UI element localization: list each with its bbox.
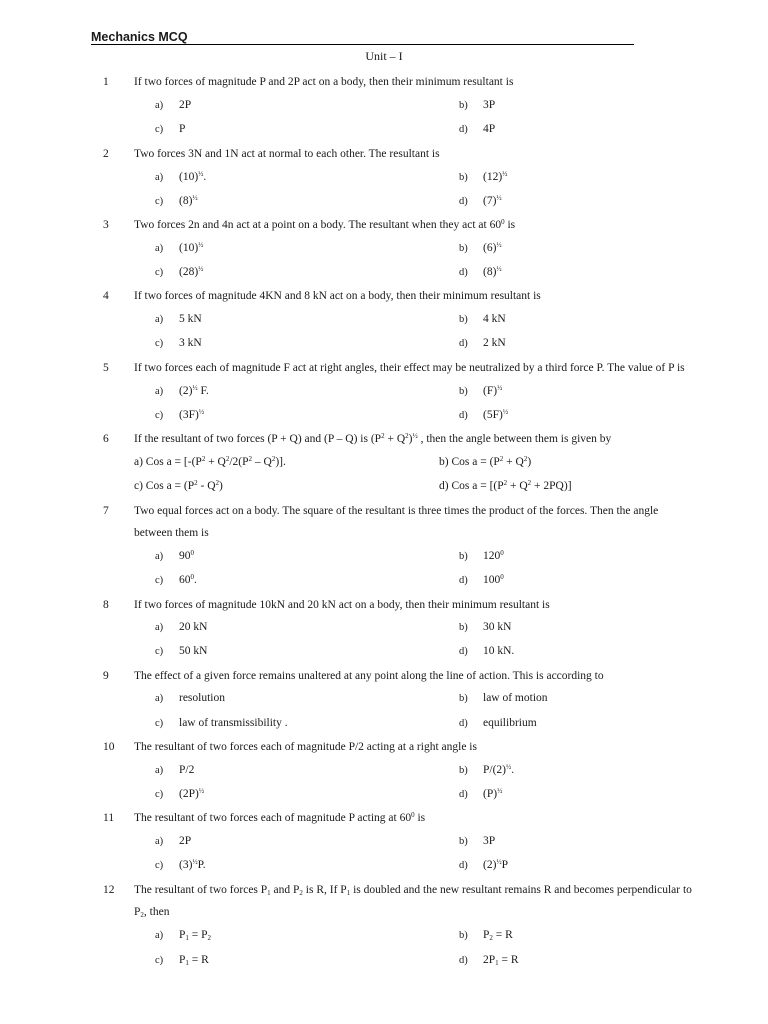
option-b[interactable]: b) $(12)^{\frac{1}{2}}$	[459, 170, 508, 183]
option-c[interactable]: c) Cos $a = (P^2 - Q^2)$	[134, 479, 223, 492]
option-c[interactable]: c) $(2P)^{\frac{1}{2}}$	[155, 787, 205, 800]
option-d[interactable]: d) 4P	[459, 123, 496, 135]
option-d[interactable]: d) equilibrium	[459, 717, 537, 729]
option-a[interactable]: a) 20 kN	[155, 621, 208, 633]
option-a[interactable]: a) 5 kN	[155, 313, 202, 325]
option-c[interactable]: c) $(8)^{\frac{1}{2}}$	[155, 194, 198, 207]
question-number: 12	[103, 884, 115, 896]
option-b[interactable]: b) $P/(2)^{\frac{1}{2}}$.	[459, 763, 515, 776]
option-c[interactable]: c) $(3F)^{\frac{1}{2}}$	[155, 408, 205, 421]
option-a[interactable]: a) $(10)^{\frac{1}{2}}$.	[155, 170, 207, 183]
option-d[interactable]: d) Cos $a = [(P^2 + Q^2 + 2PQ)]$	[439, 479, 572, 492]
question-number: 1	[103, 76, 109, 88]
option-d[interactable]: d) $(2)^{\frac{1}{2}}P$	[459, 858, 509, 871]
question-text-line2: $P_2$, then	[134, 906, 170, 919]
question-number: 11	[103, 812, 115, 824]
question-text: If two forces of magnitude P and 2P act on a body, then their minimum resultant is	[134, 76, 514, 88]
option-c[interactable]: c) 50 kN	[155, 645, 208, 657]
question-number: 5	[103, 362, 109, 374]
option-a[interactable]: a) $(2)^{\frac{1}{2}}$ F.	[155, 384, 209, 397]
question-text: The resultant of two forces each of magnitude P/2 acting at a right angle is	[134, 741, 477, 753]
option-a[interactable]: a) 2P	[155, 835, 192, 847]
question-text: If two forces each of magnitude F act at right angles, their effect may be neutralized by a third force P. The value of P is	[134, 362, 685, 374]
option-b[interactable]: b) 30 kN	[459, 621, 512, 633]
document-title: Mechanics MCQ	[91, 30, 634, 45]
unit-heading: Unit – I	[365, 49, 403, 63]
option-d[interactable]: d) 10 kN.	[459, 645, 515, 657]
option-d[interactable]: d) $2P_1 = R$	[459, 954, 519, 967]
option-c[interactable]: c) $(3)^{\frac{1}{2}}P$.	[155, 858, 206, 871]
option-b[interactable]: b) $(6)^{\frac{1}{2}}$	[459, 241, 502, 254]
option-d[interactable]: d) $(5F)^{\frac{1}{2}}$	[459, 408, 509, 421]
question-text-line2: between them is	[134, 527, 209, 539]
question-number: 4	[103, 290, 109, 302]
option-b[interactable]: b) $P_2 = R$	[459, 929, 513, 942]
option-d[interactable]: d) $100^0$	[459, 573, 504, 586]
question-text: If two forces of magnitude 10kN and 20 kN act on a body, then their minimum resultant is	[134, 599, 550, 611]
option-b[interactable]: b) $120^0$	[459, 549, 504, 562]
question-number: 2	[103, 148, 109, 160]
option-a[interactable]: a) P/2	[155, 764, 195, 776]
option-c[interactable]: c) $60^0$.	[155, 573, 197, 586]
question-text: If two forces of magnitude 4KN and 8 kN act on a body, then their minimum resultant is	[134, 290, 541, 302]
option-b[interactable]: b) Cos $a = (P^2 + Q^2)$	[439, 455, 532, 468]
option-c[interactable]: c) P	[155, 123, 186, 135]
question-number: 7	[103, 505, 109, 517]
question-number: 8	[103, 599, 109, 611]
option-b[interactable]: b) 3P	[459, 835, 496, 847]
question-text: Two forces 2n and 4n act at a point on a body. The resultant when they act at $60^0$ is	[134, 218, 516, 231]
option-c[interactable]: c) law of transmissibility .	[155, 717, 288, 729]
option-d[interactable]: d) $(8)^{\frac{1}{2}}$	[459, 265, 502, 278]
option-a[interactable]: a) resolution	[155, 692, 225, 704]
option-c[interactable]: c) $P_1 = R$	[155, 954, 209, 967]
option-d[interactable]: d) $(7)^{\frac{1}{2}}$	[459, 194, 502, 207]
option-b[interactable]: b) $(F)^{\frac{1}{2}}$	[459, 384, 503, 397]
question-number: 10	[103, 741, 115, 753]
question-text: Two equal forces act on a body. The square of the resultant is three times the product of the forces. Then the angle	[134, 505, 659, 517]
question-text: If the resultant of two forces (P + Q) and (P – Q) is $(P^2 + Q^2)^{\frac{1}{2}}$ , then the angle between them is given by	[134, 432, 612, 445]
option-b[interactable]: b) 4 kN	[459, 313, 506, 325]
question-text: The resultant of two forces $P_1$ and $P_2$ is R, If $P_1$ is doubled and the new resultant remains R and becomes perpendicular to	[134, 884, 692, 897]
option-b[interactable]: b) 3P	[459, 99, 496, 111]
question-number: 6	[103, 433, 109, 445]
question-text: The resultant of two forces each of magnitude P acting at $60^0$ is	[134, 811, 426, 824]
question-number: 9	[103, 670, 109, 682]
question-number: 3	[103, 219, 109, 231]
option-d[interactable]: d) $(P)^{\frac{1}{2}}$	[459, 787, 503, 800]
option-a[interactable]: a) $(10)^{\frac{1}{2}}$	[155, 241, 204, 254]
option-c[interactable]: c) $(28)^{\frac{1}{2}}$	[155, 265, 204, 278]
question-text: Two forces 3N and 1N act at normal to each other. The resultant is	[134, 148, 440, 160]
option-a[interactable]: a) Cos $a = [-(P^2 + Q^2/2(P^2 - Q^2)]$.	[134, 455, 286, 468]
question-text: The effect of a given force remains unaltered at any point along the line of action. This is according to	[134, 670, 604, 682]
option-c[interactable]: c) 3 kN	[155, 337, 202, 349]
option-b[interactable]: b) law of motion	[459, 692, 548, 704]
option-a[interactable]: a) $90^0$	[155, 549, 194, 562]
option-a[interactable]: a) 2P	[155, 99, 192, 111]
option-d[interactable]: d) 2 kN	[459, 337, 506, 349]
option-a[interactable]: a) $P_1 = P_2$	[155, 929, 212, 942]
